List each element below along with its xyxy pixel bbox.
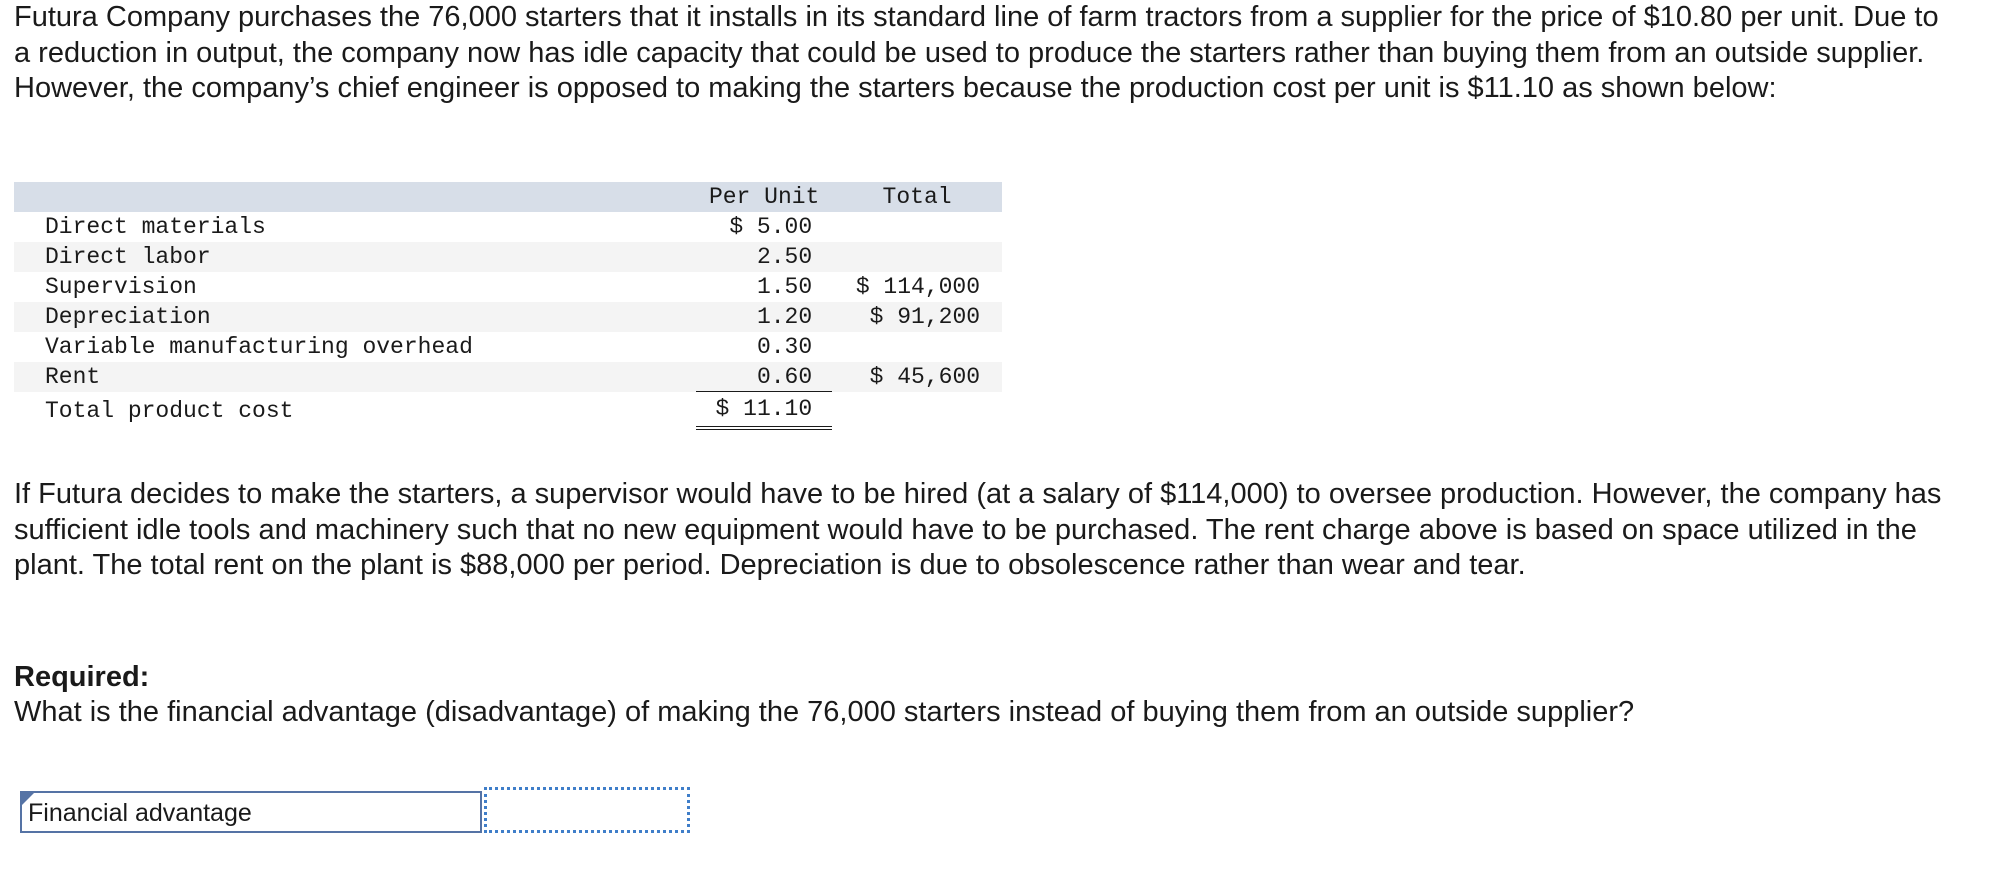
problem-followup: If Futura decides to make the starters, a supervisor would have to be hired (at a salary of $114,000) to oversee production. However, the company has sufficient idle tools and machinery such that no new equipment would have to be purchased. The rent charge above is based on space utilized in the plant. The total rent on the plant is $88,000 per period. Depreciation is due to obsolescence rather than wear and tear. bbox=[14, 478, 1942, 581]
per-unit-header: Per Unit bbox=[708, 184, 820, 210]
problem-intro: Futura Company purchases the 76,000 starters that it installs in its standard line of farm tractors from a supplier for the price of $10.80 per unit. Due to a reduction in output, the company now has idle capacity that could be used to produce the starters rather than buying them from an outside supplier. However, the company’s chief engineer is opposed to making the starters because the production cost per unit is $11.10 as shown below: bbox=[14, 1, 1939, 104]
row-label: Supervision bbox=[45, 274, 197, 300]
row-per-unit: $ 5.00 bbox=[729, 214, 813, 240]
cost-table bbox=[14, 182, 1002, 430]
row-per-unit: 1.50 bbox=[756, 274, 813, 300]
required-question: What is the financial advantage (disadvantage) of making the 76,000 starters instead of buying them from an outside supplier? bbox=[14, 696, 1635, 728]
row-total bbox=[854, 332, 980, 362]
table-header-row bbox=[14, 182, 1002, 212]
financial-advantage-input[interactable] bbox=[484, 787, 690, 833]
row-label: Variable manufacturing overhead bbox=[45, 334, 473, 360]
table-row bbox=[14, 242, 1002, 272]
table-total-row bbox=[14, 392, 1002, 430]
table-row bbox=[14, 212, 1002, 242]
row-total: $ 114,000 bbox=[855, 274, 981, 300]
total-label: Total product cost bbox=[14, 392, 696, 430]
row-total bbox=[854, 242, 980, 272]
total-header: Total bbox=[882, 184, 952, 210]
row-per-unit: 0.30 bbox=[756, 334, 813, 360]
answer-label-cell bbox=[20, 791, 482, 833]
row-total bbox=[854, 212, 980, 242]
row-per-unit: 0.60 bbox=[696, 363, 832, 392]
row-total: $ 45,600 bbox=[869, 364, 981, 390]
row-label: Direct materials bbox=[45, 214, 266, 240]
table-row bbox=[14, 332, 1002, 362]
row-label: Rent bbox=[45, 364, 101, 390]
required-heading: Required: bbox=[14, 661, 150, 693]
row-per-unit: 2.50 bbox=[756, 244, 813, 270]
row-total: $ 91,200 bbox=[869, 304, 981, 330]
row-label: Direct labor bbox=[45, 244, 211, 270]
answer-row bbox=[20, 791, 690, 833]
table-row bbox=[14, 272, 1002, 302]
row-label: Depreciation bbox=[45, 304, 211, 330]
row-per-unit: 1.20 bbox=[756, 304, 813, 330]
total-per-unit: $ 11.10 bbox=[696, 392, 832, 430]
answer-label: Financial advantage bbox=[28, 799, 252, 827]
table-row bbox=[14, 302, 1002, 332]
table-row bbox=[14, 362, 1002, 392]
